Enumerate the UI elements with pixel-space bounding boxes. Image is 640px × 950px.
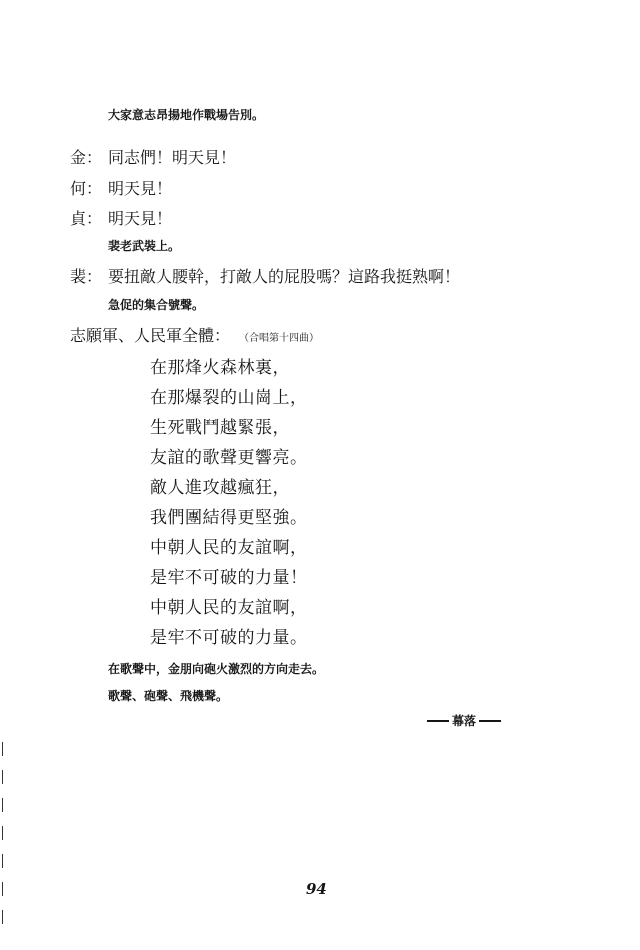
curtain-falls	[424, 712, 504, 729]
dialogue-text: 要扭敵人腰幹，打敵人的屁股嗎？這路我挺熟啊！	[108, 267, 461, 286]
dialogue-line-pei	[70, 264, 460, 287]
margin-scan-mark	[2, 910, 3, 924]
stage-direction: 歌聲、砲聲、飛機聲。	[108, 689, 229, 703]
lyric-line: 我們團結得更堅強。	[150, 508, 308, 528]
lyric-line: 中朝人民的友誼啊，	[150, 598, 308, 618]
margin-scan-mark	[2, 854, 3, 868]
dialogue-line-he	[70, 176, 172, 199]
curtain-dash-left	[427, 720, 449, 722]
lyric-line: 敵人進攻越瘋狂，	[150, 478, 290, 498]
speaker-name: 金	[70, 148, 87, 167]
margin-scan-mark	[2, 826, 3, 840]
lyric-line: 是牢不可破的力量！	[150, 568, 308, 588]
dialogue-line-jin	[70, 145, 236, 168]
lyric-line: 中朝人民的友誼啊，	[150, 538, 308, 558]
dialogue-line-zhen	[70, 206, 172, 229]
margin-scan-mark	[2, 742, 3, 756]
stage-direction: 大家意志昂揚地作戰場告別。	[108, 108, 265, 122]
lyric-line: 在那烽火森林裏，	[150, 358, 290, 378]
curtain-dash-right	[479, 720, 501, 722]
speaker-name: 志願軍、人民軍全體	[70, 326, 215, 345]
dialogue-text: 同志們！明天見！	[108, 148, 237, 167]
speaker-colon: ：	[86, 267, 103, 286]
lyric-line: 生死戰鬥越緊張，	[150, 418, 290, 438]
stage-direction: 在歌聲中，金朋向砲火激烈的方向走去。	[108, 662, 325, 676]
dialogue-text: 明天見！	[108, 209, 173, 228]
speaker-name: 裴	[70, 267, 87, 286]
lyric-line: 在那爆裂的山崗上，	[150, 388, 308, 408]
page-number: 94	[306, 880, 327, 898]
speaker-colon: ：	[86, 179, 103, 198]
speaker-name: 貞	[70, 209, 87, 228]
chorus-line	[70, 323, 319, 346]
song-note: （合唱第十四曲）	[244, 333, 320, 344]
margin-scan-mark	[2, 882, 3, 896]
curtain-text: 幕落	[452, 714, 477, 728]
dialogue-text: 明天見！	[108, 179, 173, 198]
stage-direction: 急促的集合號聲。	[108, 298, 205, 312]
margin-scan-mark	[2, 798, 3, 812]
speaker-name: 何	[70, 179, 87, 198]
margin-scan-mark	[2, 770, 3, 784]
speaker-colon: ：	[86, 148, 103, 167]
stage-direction: 裴老武裝上。	[108, 239, 181, 253]
lyric-line: 友誼的歌聲更響亮。	[150, 448, 308, 468]
speaker-colon: ：	[86, 209, 103, 228]
speaker-colon: ：	[214, 326, 231, 345]
lyric-line: 是牢不可破的力量。	[150, 628, 308, 648]
